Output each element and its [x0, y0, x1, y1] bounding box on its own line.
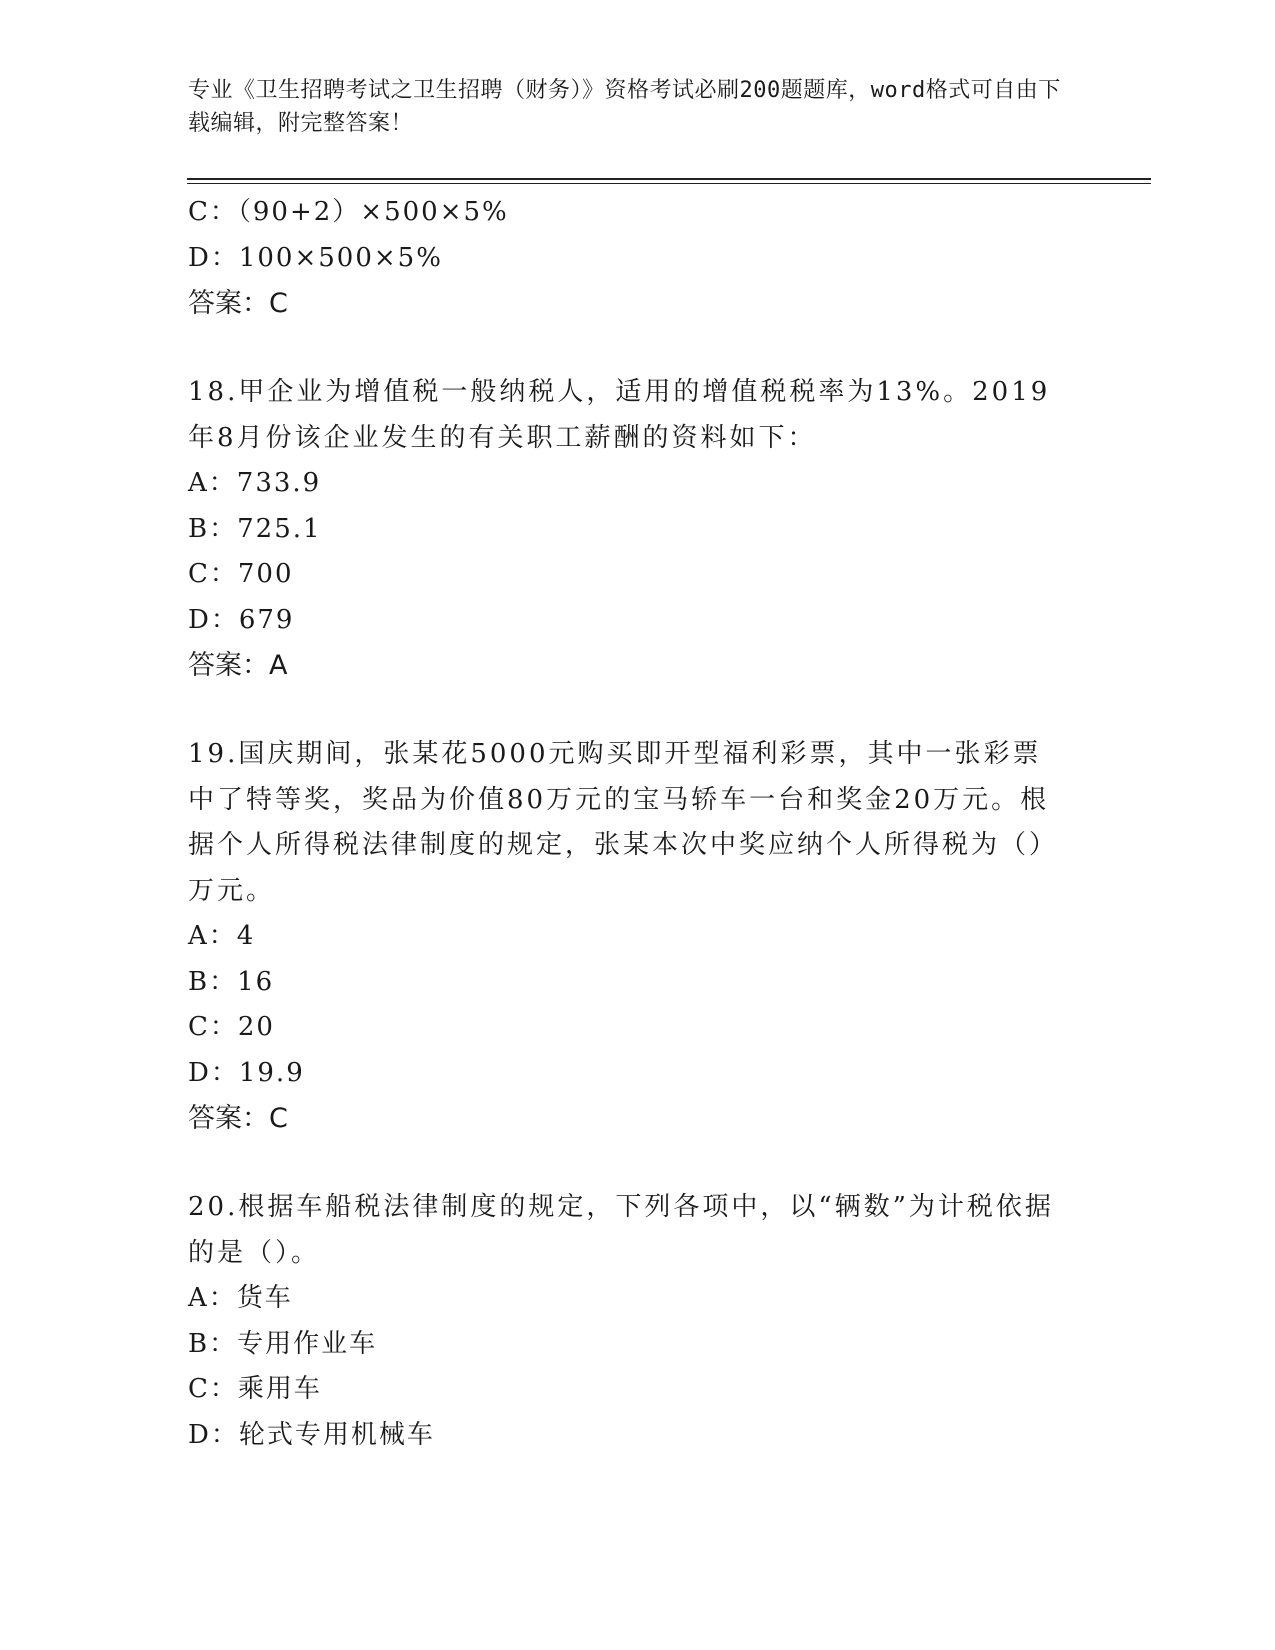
answer-line: 答案：A — [188, 650, 288, 681]
question-stem: 18.甲企业为增值税一般纳税人，适用的增值税税率为13%。2019年8月份该企业发生的有关职工薪酬的资料如下： — [188, 377, 1051, 453]
option-d: D：100×500×5% — [188, 242, 443, 273]
option-b: B：725.1 — [188, 513, 322, 544]
question-19 — [188, 732, 1088, 1141]
question-18 — [188, 370, 1088, 688]
question-20 — [188, 1185, 1088, 1458]
option-a: A：4 — [188, 921, 256, 951]
option-c: C：20 — [188, 1012, 275, 1042]
question-content — [188, 190, 1088, 1458]
answer-line: 答案：C — [188, 1103, 288, 1134]
header-divider-thin — [187, 183, 1151, 184]
option-c: C：（90+2）×500×5% — [188, 197, 509, 227]
header-divider-thick — [187, 178, 1151, 180]
answer-line: 答案：C — [188, 288, 288, 319]
spacer — [188, 326, 1088, 370]
previous-question-tail — [188, 190, 1088, 326]
spacer — [188, 688, 1088, 732]
option-b: B：专用作业车 — [188, 1328, 378, 1359]
page-header-text: 专业《卫生招聘考试之卫生招聘（财务）》资格考试必刷200题题库，word格式可自由下载编辑，附完整答案！ — [188, 78, 1061, 136]
option-a: A：733.9 — [188, 468, 322, 498]
question-stem: 20.根据车船税法律制度的规定，下列各项中，以“辆数”为计税依据的是（）。 — [188, 1192, 1054, 1268]
option-b: B：16 — [188, 966, 275, 997]
option-a: A：货车 — [188, 1283, 293, 1313]
option-d: D：轮式专用机械车 — [188, 1419, 435, 1450]
option-d: D：679 — [188, 604, 295, 635]
spacer — [188, 1141, 1088, 1185]
question-stem: 19.国庆期间，张某花5000元购买即开型福利彩票，其中一张彩票中了特等奖，奖品为价值80万元的宝马轿车一台和奖金20万元。根据个人所得税法律制度的规定，张某本次中奖应纳个人所得税为（）万元。 — [188, 739, 1059, 906]
option-d: D：19.9 — [188, 1057, 305, 1088]
option-c: C：700 — [188, 559, 294, 589]
option-c: C：乘用车 — [188, 1374, 322, 1404]
